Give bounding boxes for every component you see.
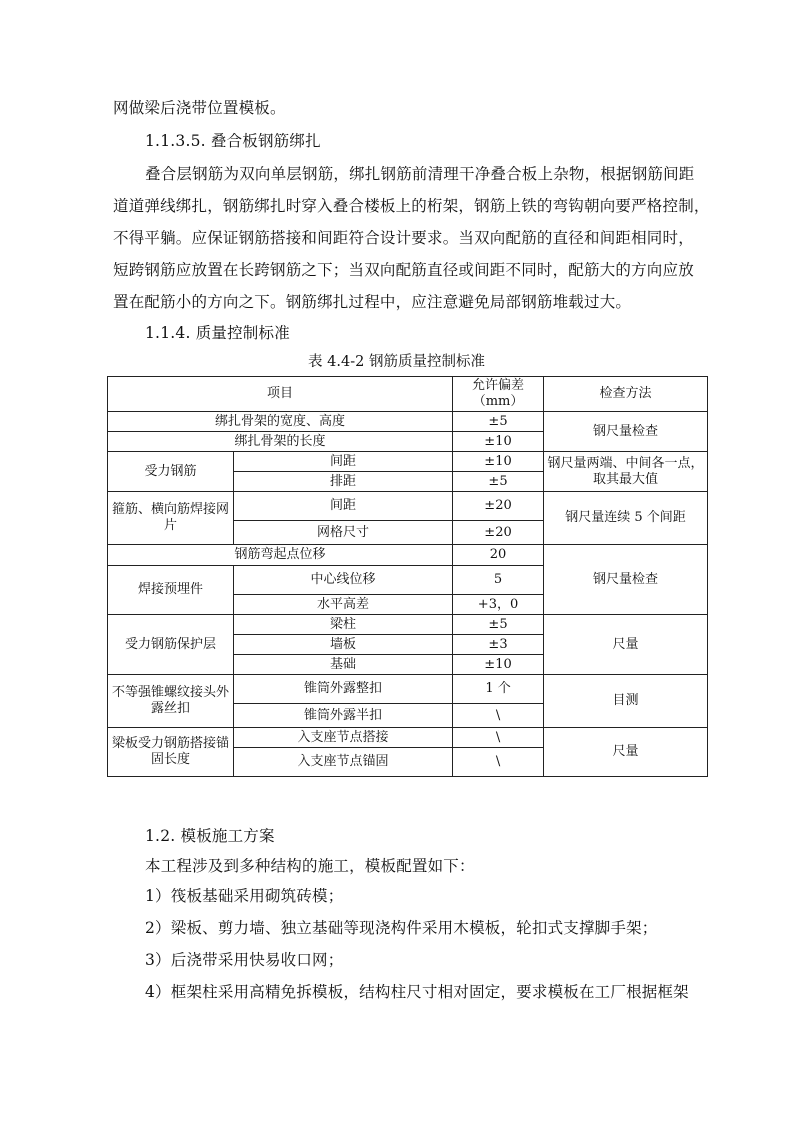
list-item: 1）筏板基础采用砌筑砖模； [145,887,344,905]
method-cell: 尺量 [544,728,708,777]
sub-item-cell: 网格尺寸 [234,521,453,545]
sub-item-cell: 间距 [234,452,453,472]
tolerance-cell: \ [453,748,544,777]
tolerance-cell: +3，0 [453,595,544,615]
method-cell: 尺量 [544,615,708,675]
group-cell: 不等强锥螺纹接头外露丝扣 [108,675,234,728]
table-row [108,412,708,432]
list-item: 4）框架柱采用高精免拆模板，结构柱尺寸相对固定，要求模板在工厂根据框架 [145,983,689,1001]
item-cell: 钢筋弯起点位移 [108,545,453,566]
quality-standard-table [107,376,708,777]
list-item: 2）梁板、剪力墙、独立基础等现浇构件采用木模板，轮扣式支撑脚手架； [145,919,658,937]
list-item: 3）后浇带采用快易收口网； [145,951,344,969]
group-cell: 箍筋、横向筋焊接网片 [108,492,234,545]
paragraph-continuation: 网做梁后浇带位置模板。 [113,99,286,117]
sub-item-cell: 水平高差 [234,595,453,615]
body-line: 不得平躺。应保证钢筋搭接和间距符合设计要求。当双向配筋的直径和间距相同时， [113,229,694,247]
sub-item-cell: 入支座节点搭接 [234,728,453,748]
group-cell: 梁板受力钢筋搭接锚固长度 [108,728,234,777]
tolerance-cell: ±3 [453,635,544,655]
tolerance-cell: 1 个 [453,675,544,704]
header-method: 检查方法 [544,377,708,412]
sub-item-cell: 入支座节点锚固 [234,748,453,777]
method-cell: 目测 [544,675,708,728]
tolerance-cell: ±10 [453,432,544,452]
tolerance-cell: \ [453,728,544,748]
tolerance-cell: ±5 [453,472,544,492]
table-row [108,452,708,472]
sub-item-cell: 中心线位移 [234,566,453,595]
header-tolerance: 允许偏差（mm） [453,377,544,412]
table-row [108,492,708,521]
item-cell: 绑扎骨架的长度 [108,432,453,452]
group-cell: 受力钢筋保护层 [108,615,234,675]
table-row [108,615,708,635]
section-heading-1-1-4: 1.1.4. 质量控制标准 [145,324,290,342]
body-line: 本工程涉及到多种结构的施工，模板配置如下： [145,857,475,875]
tolerance-cell: 20 [453,545,544,566]
table-caption: 表 4.4-2 钢筋质量控制标准 [308,354,485,370]
section-heading-1-2: 1.2. 模板施工方案 [145,827,275,845]
item-cell: 绑扎骨架的宽度、高度 [108,412,453,432]
table-header-row [108,377,708,412]
body-line: 置在配筋小的方向之下。钢筋绑扎过程中，应注意避免局部钢筋堆载过大。 [113,293,632,311]
method-cell: 钢尺量检查 [544,412,708,452]
body-line: 叠合层钢筋为双向单层钢筋，绑扎钢筋前清理干净叠合板上杂物，根据钢筋间距 [145,165,695,183]
tolerance-cell: ±20 [453,521,544,545]
body-line: 短跨钢筋应放置在长跨钢筋之下；当双向配筋直径或间距不同时，配筋大的方向应放 [113,261,694,279]
table-row [108,728,708,748]
section-heading-1-1-3-5: 1.1.3.5. 叠合板钢筋绑扎 [145,132,321,150]
tolerance-cell: ±20 [453,492,544,521]
group-cell: 受力钢筋 [108,452,234,492]
method-cell: 钢尺量连续 5 个间距 [544,492,708,545]
table-row [108,675,708,704]
method-cell: 钢尺量两端、中间各一点，取其最大值 [544,452,708,492]
sub-item-cell: 基础 [234,655,453,675]
tolerance-cell: 5 [453,566,544,595]
tolerance-cell: ±10 [453,655,544,675]
tolerance-cell: ±5 [453,412,544,432]
method-cell: 钢尺量检查 [544,545,708,615]
sub-item-cell: 墙板 [234,635,453,655]
tolerance-cell: ±10 [453,452,544,472]
body-line: 道道弹线绑扎，钢筋绑扎时穿入叠合楼板上的桁架，钢筋上铁的弯钩朝向要严格控制， [113,197,710,215]
group-cell: 焊接预埋件 [108,566,234,615]
sub-item-cell: 梁柱 [234,615,453,635]
tolerance-cell: \ [453,704,544,728]
header-item: 项目 [108,377,453,412]
sub-item-cell: 锥筒外露半扣 [234,704,453,728]
sub-item-cell: 锥筒外露整扣 [234,675,453,704]
tolerance-cell: ±5 [453,615,544,635]
table-row [108,545,708,566]
sub-item-cell: 间距 [234,492,453,521]
sub-item-cell: 排距 [234,472,453,492]
